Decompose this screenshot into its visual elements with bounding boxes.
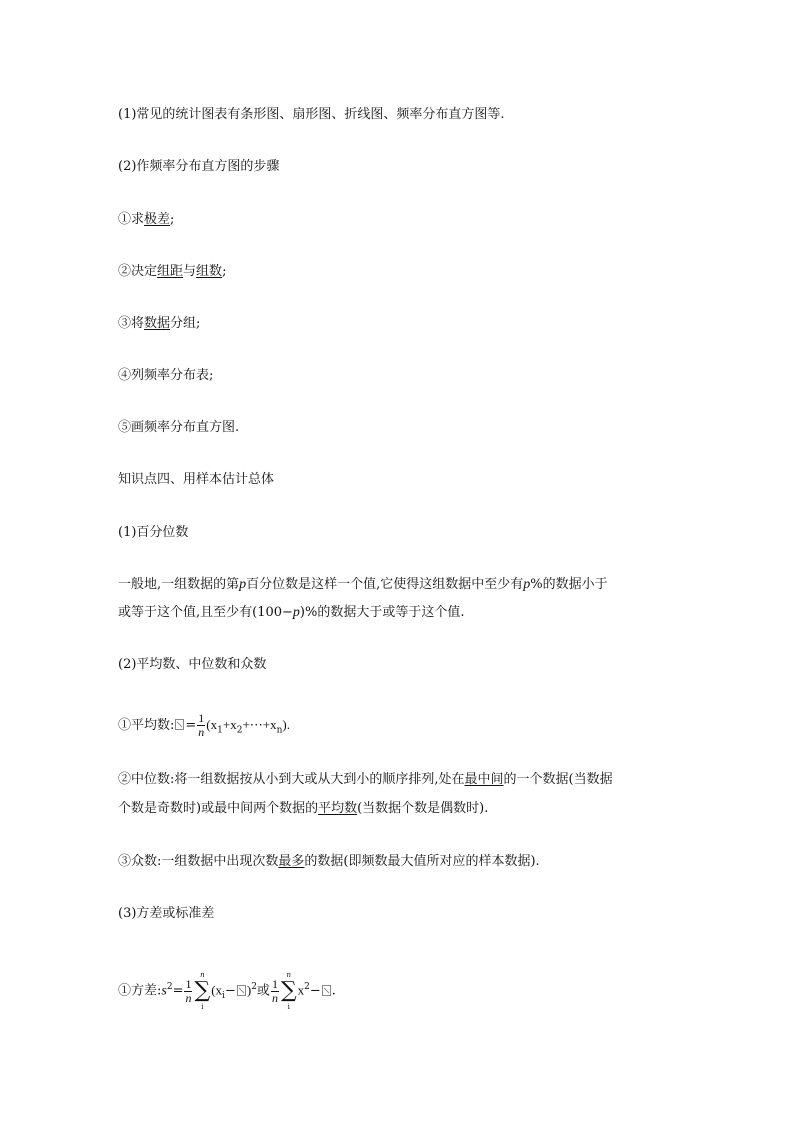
line-median-def-1: ②中位数:将一组数据按从小到大或从大到小的顺序排列,处在最中间的一个数据(当数据 <box>118 772 613 787</box>
summation-sign: n ∑ i <box>194 971 211 1011</box>
section-heading-4: 知识点四、用样本估计总体 <box>118 472 275 487</box>
line-histogram-steps-heading: (2)作频率分布直方图的步骤 <box>118 159 280 174</box>
line-percentile-def-1: 一般地,一组数据的第p百分位数是这样一个值,它使得这组数据中至少有p%的数据小于 <box>118 577 608 592</box>
term-class-width: 组距 <box>157 264 184 279</box>
line-median-def-2: 个数是奇数时)或最中间两个数据的平均数(当数据个数是偶数时). <box>118 801 489 816</box>
line-chart-types: (1)常见的统计图表有条形图、扇形图、折线图、频率分布直方图等. <box>118 107 505 122</box>
term-most: 最多 <box>278 854 305 869</box>
line-step-4: ④列频率分布表; <box>118 368 214 383</box>
line-step-3: ③将数据分组; <box>118 316 201 331</box>
xbar-placeholder-icon <box>322 985 331 996</box>
line-averages-heading: (2)平均数、中位数和众数 <box>118 657 267 672</box>
xbar-placeholder-icon <box>175 719 184 730</box>
line-variance-formula: ①方差$:s^2=$ $\frac{1}{n}$ n ∑ i $(x_i- )^2$或 $\frac{1}{n}$ n ∑ i $x^2-$ . <box>118 971 336 1011</box>
term-average: 平均数 <box>318 801 358 816</box>
xbar-placeholder-icon <box>237 985 246 996</box>
line-step-1: ①求极差; <box>118 212 175 227</box>
line-variance-heading: (3)方差或标准差 <box>118 906 215 921</box>
line-percentile-def-2: 或等于这个值,且至少有(100−p)%的数据大于或等于这个值. <box>118 605 465 620</box>
term-range: 极差 <box>144 212 171 227</box>
line-mean-formula: ①平均数: = $\frac{1}{n}$ $(x_1+x_2+\cdots+x_n)$. <box>118 711 291 739</box>
line-step-2: ②决定组距与组数; <box>118 264 227 279</box>
term-most-middle: 最中间 <box>464 772 504 787</box>
line-mode-def: ③众数:一组数据中出现次数最多的数据(即频数最大值所对应的样本数据). <box>118 854 540 869</box>
term-class-count: 组数 <box>196 264 223 279</box>
fraction-1-over-n: $\frac{1}{n}$ <box>198 711 205 739</box>
summation-sign: n ∑ i <box>280 971 297 1011</box>
fraction-1-over-n: $\frac{1}{n}$ <box>185 976 192 1005</box>
fraction-1-over-n: $\frac{1}{n}$ <box>271 976 278 1005</box>
line-percentile-heading: (1)百分位数 <box>118 525 189 540</box>
term-data: 数据 <box>144 316 171 331</box>
line-step-5: ⑤画频率分布直方图. <box>118 420 240 435</box>
